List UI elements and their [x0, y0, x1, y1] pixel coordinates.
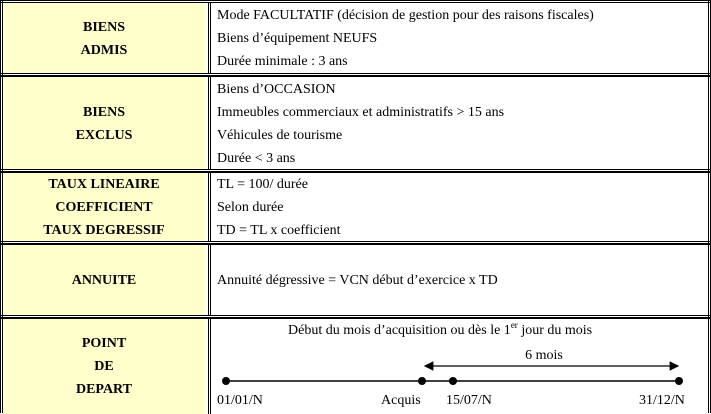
timeline-dot-end: [675, 377, 683, 385]
tick-label: 01/01/N: [217, 393, 263, 408]
column-separator: [208, 77, 211, 170]
row-biens-admis: [0, 2, 711, 74]
content-line: TD = TL x coefficient: [217, 223, 341, 238]
row-divider: [0, 73, 711, 76]
label-point-de-depart: [3, 319, 205, 414]
label-line: EXCLUS: [75, 127, 133, 143]
timeline-dot-acquis: [418, 377, 426, 385]
content-line: Durée minimale : 3 ans: [217, 54, 348, 69]
row-biens-exclus: [0, 76, 711, 170]
tick-label: 15/07/N: [446, 393, 492, 408]
content-line: Durée < 3 ans: [217, 150, 296, 166]
row-divider: [0, 169, 711, 172]
content-line: Selon durée: [217, 200, 284, 215]
content-line: Immeubles commerciaux et administratifs > 15 ans: [217, 104, 505, 120]
tick-label: 31/12/N: [639, 393, 685, 408]
column-separator: [208, 3, 211, 74]
timeline-dot-mid: [449, 377, 457, 385]
label-line: COEFFICIENT: [55, 200, 153, 215]
column-separator: [208, 245, 211, 316]
label-biens-admis: [3, 3, 205, 74]
timeline-title: Début du mois d’acquisition ou dès le 1er jour du mois: [288, 320, 593, 338]
content-line: Biens d’OCCASION: [217, 81, 336, 97]
column-separator: [208, 173, 211, 242]
content-biens-exclus: [217, 77, 707, 170]
label-biens-exclus: [3, 77, 205, 170]
tick-label: Acquis: [381, 393, 421, 408]
label-line: ANNUITE: [71, 273, 137, 288]
label-annuite: [3, 245, 205, 316]
row-annuite: [0, 244, 711, 316]
six-months-label: 6 mois: [525, 348, 563, 363]
acquisition-timeline: [211, 318, 707, 413]
label-line: DEPART: [75, 382, 133, 397]
label-line: POINT: [81, 336, 127, 351]
label-taux: [3, 173, 205, 242]
row-taux: [0, 172, 711, 242]
row-divider: [0, 241, 711, 244]
content-taux: [217, 173, 707, 242]
content-line: Biens d’équipement NEUFS: [217, 31, 378, 46]
label-line: ADMIS: [80, 42, 128, 58]
content-line: Véhicules de tourisme: [217, 127, 343, 143]
content-biens-admis: [217, 3, 707, 74]
label-line: TAUX LINEAIRE: [48, 177, 160, 192]
content-line: Annuité dégressive = VCN début d’exercice x TD: [217, 273, 498, 288]
label-line: TAUX DEGRESSIF: [43, 223, 165, 238]
content-line: Mode FACULTATIF (décision de gestion pour des raisons fiscales): [217, 8, 594, 23]
label-line: BIENS: [82, 104, 126, 120]
label-line: BIENS: [82, 19, 126, 35]
table-border-left: [0, 0, 3, 413]
content-annuite: [217, 245, 707, 316]
row-divider: [0, 0, 711, 3]
label-line: DE: [94, 359, 114, 374]
timeline-dot-start: [222, 377, 230, 385]
content-line: TL = 100/ durée: [217, 177, 308, 192]
